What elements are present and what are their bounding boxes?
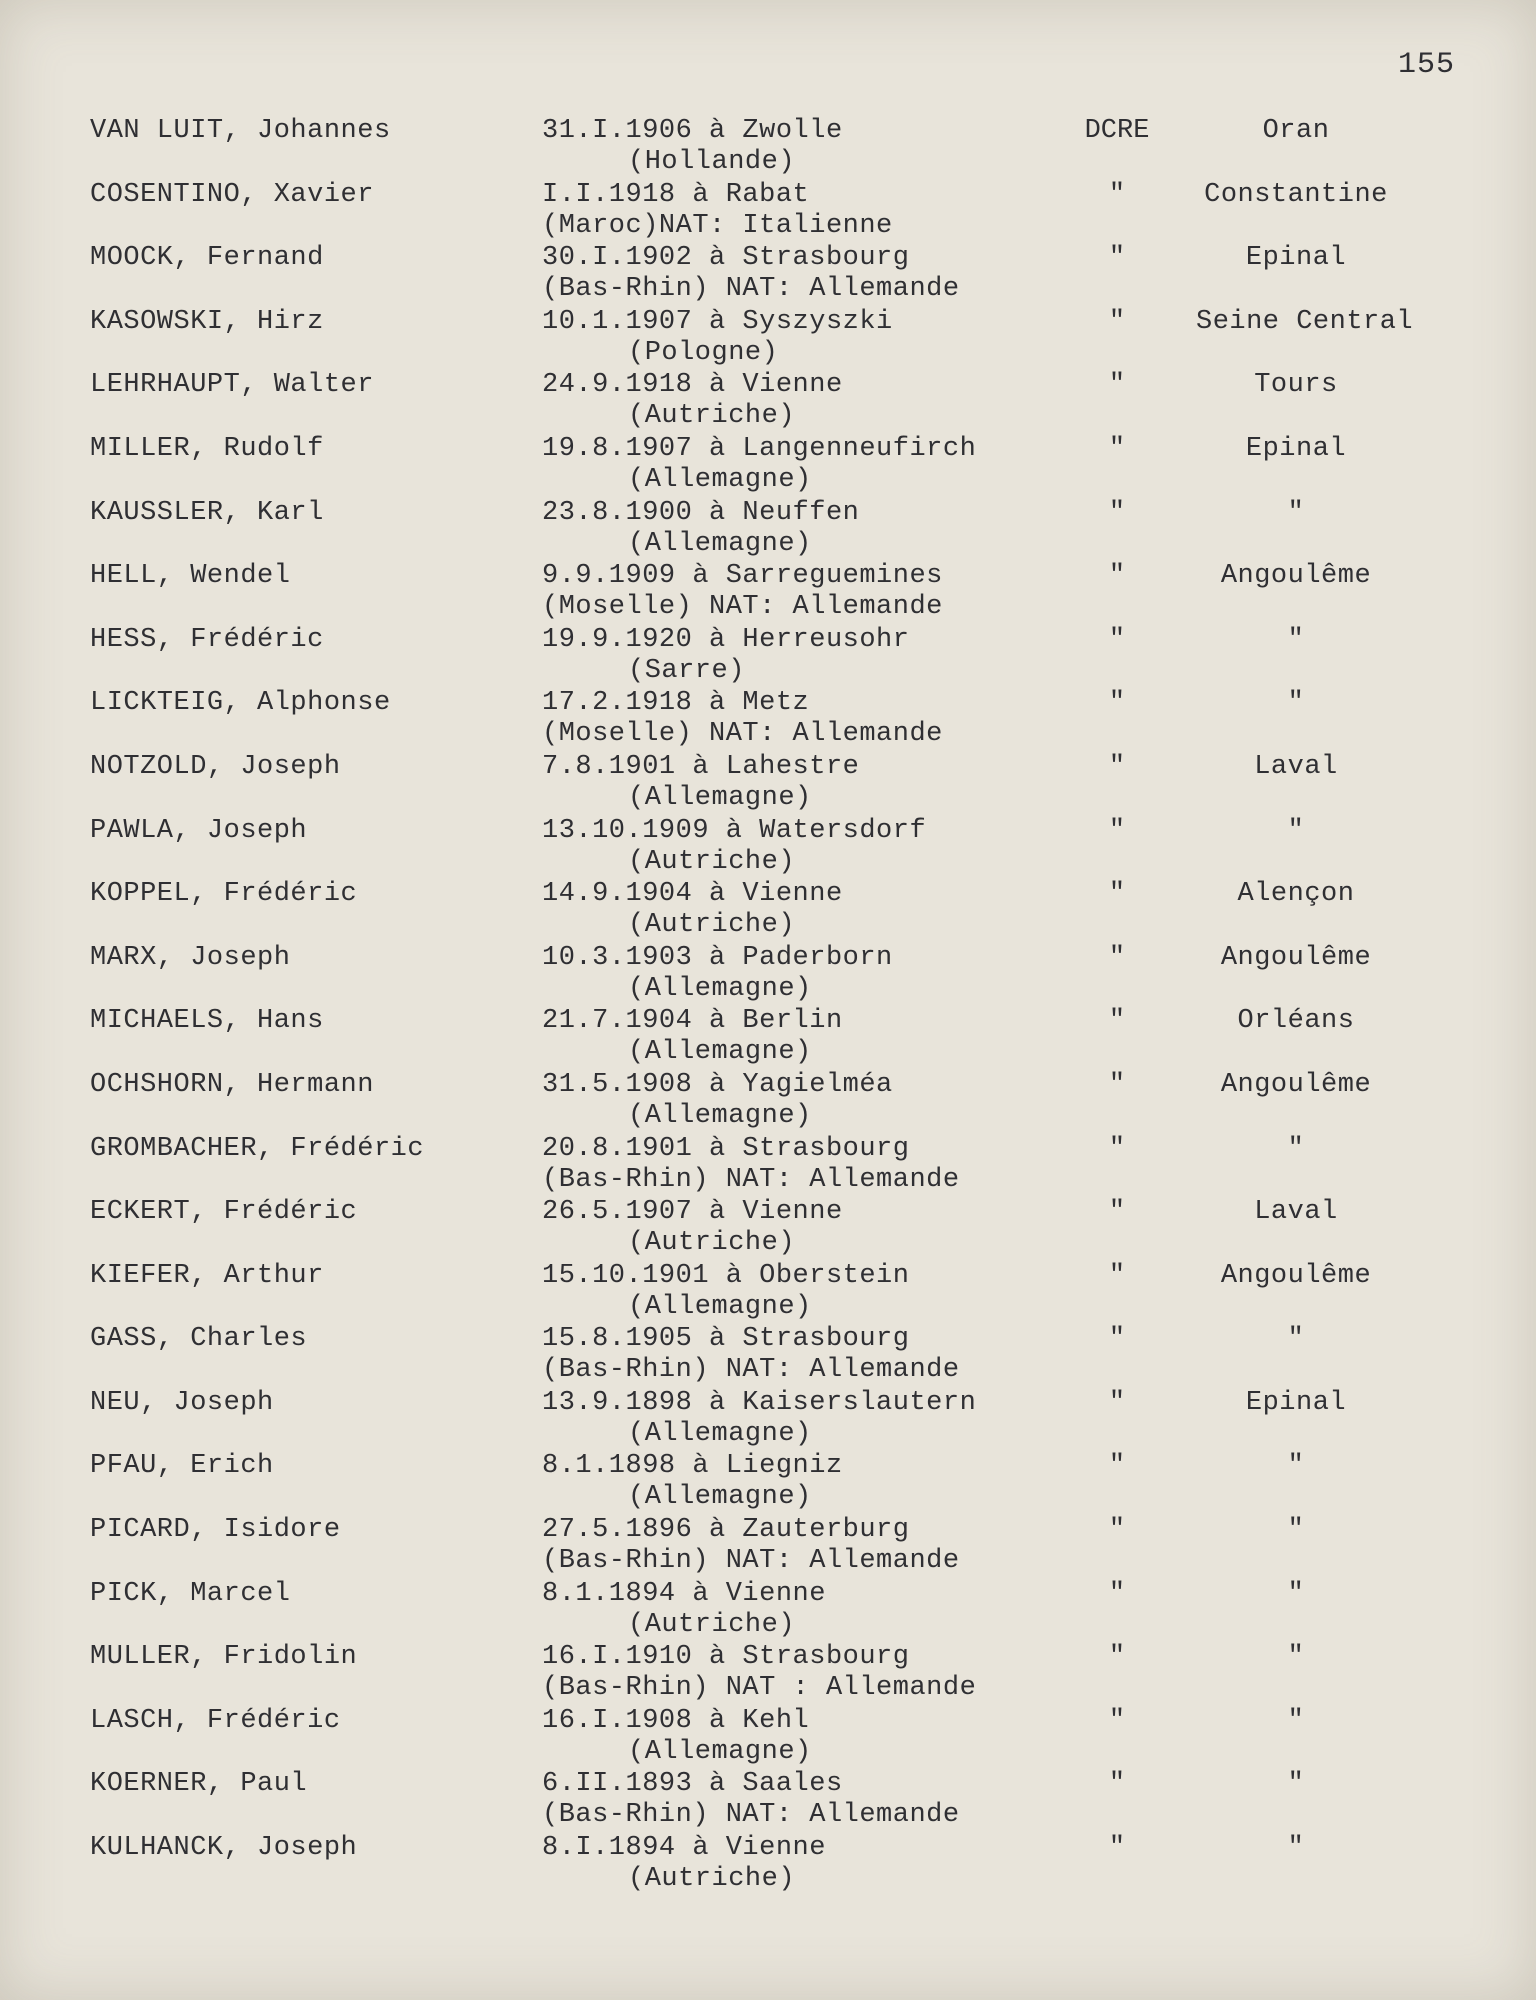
birth-date-place: 30.I.1902 à Strasbourg	[542, 243, 910, 274]
origin-nationality: (Allemagne)	[628, 464, 812, 495]
birth-date-place: 13.9.1898 à Kaiserslautern	[542, 1387, 977, 1418]
entry-row	[0, 434, 1536, 498]
entry-row	[0, 1515, 1536, 1579]
birth-date-place: 31.5.1908 à Yagielméa	[542, 1069, 893, 1100]
destination: Seine Central	[1196, 306, 1414, 337]
origin-nationality: (Allemagne)	[628, 1037, 812, 1068]
service-code: "	[1108, 815, 1126, 846]
entry-row	[0, 1642, 1536, 1706]
destination: Orléans	[1237, 1006, 1355, 1037]
destination: Angoulême	[1220, 561, 1372, 592]
destination: "	[1287, 1515, 1305, 1546]
service-code: "	[1108, 942, 1126, 973]
entry-row	[0, 625, 1536, 689]
birth-date-place: 8.1.1894 à Vienne	[542, 1578, 826, 1609]
service-code: "	[1108, 497, 1126, 528]
service-code: "	[1108, 1197, 1126, 1228]
origin-nationality: (Allemagne)	[628, 1736, 812, 1767]
origin-nationality: (Bas-Rhin) NAT: Allemande	[542, 1355, 960, 1386]
destination: Epinal	[1245, 243, 1347, 274]
person-name: KULHANCK, Joseph	[90, 1833, 358, 1864]
person-name: OCHSHORN, Hermann	[90, 1069, 374, 1100]
destination: Alençon	[1237, 879, 1355, 910]
service-code: "	[1108, 1260, 1126, 1291]
service-code: "	[1108, 1642, 1126, 1673]
entry-row	[0, 498, 1536, 562]
birth-date-place: 6.II.1893 à Saales	[542, 1769, 843, 1800]
entry-row	[0, 1388, 1536, 1452]
origin-nationality: (Allemagne)	[628, 1100, 812, 1131]
person-name: KOERNER, Paul	[90, 1769, 308, 1800]
destination: Angoulême	[1220, 1260, 1372, 1291]
person-name: PICK, Marcel	[90, 1578, 291, 1609]
destination: "	[1287, 1133, 1305, 1164]
entry-row	[0, 1769, 1536, 1833]
destination: Epinal	[1245, 433, 1347, 464]
person-name: NEU, Joseph	[90, 1387, 274, 1418]
birth-date-place: 8.I.1894 à Vienne	[542, 1833, 826, 1864]
origin-nationality: (Moselle) NAT: Allemande	[542, 719, 943, 750]
origin-nationality: (Moselle) NAT: Allemande	[542, 592, 943, 623]
person-name: LASCH, Frédéric	[90, 1705, 341, 1736]
origin-nationality: (Autriche)	[628, 1864, 796, 1895]
destination: Angoulême	[1220, 942, 1372, 973]
entry-row	[0, 688, 1536, 752]
origin-nationality: (Allemagne)	[628, 528, 812, 559]
destination: Constantine	[1204, 179, 1388, 210]
destination: "	[1287, 624, 1305, 655]
destination: "	[1287, 1769, 1305, 1800]
entry-row	[0, 1197, 1536, 1261]
person-name: MARX, Joseph	[90, 942, 291, 973]
person-name: GROMBACHER, Frédéric	[90, 1133, 425, 1164]
birth-date-place: 20.8.1901 à Strasbourg	[542, 1133, 910, 1164]
person-name: KAUSSLER, Karl	[90, 497, 324, 528]
service-code: "	[1108, 1515, 1126, 1546]
birth-date-place: 9.9.1909 à Sarreguemines	[542, 561, 943, 592]
service-code: "	[1108, 1833, 1126, 1864]
origin-nationality: (Bas-Rhin) NAT: Allemande	[542, 274, 960, 305]
origin-nationality: (Autriche)	[628, 401, 796, 432]
birth-date-place: 7.8.1901 à Lahestre	[542, 751, 860, 782]
entry-row	[0, 116, 1536, 180]
birth-date-place: 31.I.1906 à Zwolle	[542, 116, 843, 146]
person-name: MOOCK, Fernand	[90, 243, 324, 274]
service-code: "	[1108, 1133, 1126, 1164]
service-code: "	[1108, 561, 1126, 592]
destination: Oran	[1262, 116, 1330, 146]
destination: Epinal	[1245, 1387, 1347, 1418]
destination: "	[1287, 815, 1305, 846]
entry-row	[0, 1070, 1536, 1134]
page-number: 155	[1398, 48, 1456, 82]
birth-date-place: 8.1.1898 à Liegniz	[542, 1451, 843, 1482]
service-code: "	[1108, 624, 1126, 655]
person-name: MICHAELS, Hans	[90, 1006, 324, 1037]
origin-nationality: (Allemagne)	[628, 1482, 812, 1513]
birth-date-place: 14.9.1904 à Vienne	[542, 879, 843, 910]
entry-row	[0, 307, 1536, 371]
entry-row	[0, 370, 1536, 434]
person-name: GASS, Charles	[90, 1324, 308, 1355]
origin-nationality: (Bas-Rhin) NAT: Allemande	[542, 1800, 960, 1831]
entry-row	[0, 180, 1536, 244]
entry-row	[0, 1006, 1536, 1070]
entry-row	[0, 752, 1536, 816]
entry-row	[0, 561, 1536, 625]
birth-date-place: 10.3.1903 à Paderborn	[542, 942, 893, 973]
origin-nationality: (Allemagne)	[628, 782, 812, 813]
service-code: "	[1108, 1769, 1126, 1800]
service-code: DCRE	[1084, 116, 1150, 146]
destination: "	[1287, 688, 1305, 719]
origin-nationality: (Sarre)	[628, 655, 745, 686]
birth-date-place: 15.10.1901 à Oberstein	[542, 1260, 910, 1291]
destination: "	[1287, 1642, 1305, 1673]
service-code: "	[1108, 179, 1126, 210]
origin-nationality: (Autriche)	[628, 846, 796, 877]
person-name: HELL, Wendel	[90, 561, 291, 592]
origin-nationality: (Pologne)	[628, 337, 779, 368]
person-name: HESS, Frédéric	[90, 624, 324, 655]
person-name: PICARD, Isidore	[90, 1515, 341, 1546]
person-name: MILLER, Rudolf	[90, 433, 324, 464]
destination: "	[1287, 497, 1305, 528]
destination: Laval	[1254, 751, 1338, 782]
birth-date-place: 19.9.1920 à Herreusohr	[542, 624, 910, 655]
person-name: PAWLA, Joseph	[90, 815, 308, 846]
person-name: COSENTINO, Xavier	[90, 179, 374, 210]
birth-date-place: 24.9.1918 à Vienne	[542, 370, 843, 401]
service-code: "	[1108, 688, 1126, 719]
service-code: "	[1108, 1069, 1126, 1100]
service-code: "	[1108, 1006, 1126, 1037]
person-name: KASOWSKI, Hirz	[90, 306, 324, 337]
origin-nationality: (Bas-Rhin) NAT : Allemande	[542, 1673, 977, 1704]
person-name: VAN LUIT, Johannes	[90, 116, 391, 146]
birth-date-place: 26.5.1907 à Vienne	[542, 1197, 843, 1228]
birth-date-place: 21.7.1904 à Berlin	[542, 1006, 843, 1037]
service-code: "	[1108, 751, 1126, 782]
person-name: LEHRHAUPT, Walter	[90, 370, 374, 401]
birth-date-place: 17.2.1918 à Metz	[542, 688, 810, 719]
birth-date-place: 16.I.1908 à Kehl	[542, 1705, 810, 1736]
origin-nationality: (Bas-Rhin) NAT: Allemande	[542, 1164, 960, 1195]
destination: "	[1287, 1451, 1305, 1482]
birth-date-place: 27.5.1896 à Zauterburg	[542, 1515, 910, 1546]
entries-list	[0, 116, 1536, 1897]
destination: Tours	[1254, 370, 1338, 401]
service-code: "	[1108, 1387, 1126, 1418]
entry-row	[0, 879, 1536, 943]
service-code: "	[1108, 243, 1126, 274]
person-name: KIEFER, Arthur	[90, 1260, 324, 1291]
person-name: PFAU, Erich	[90, 1451, 274, 1482]
birth-date-place: 16.I.1910 à Strasbourg	[542, 1642, 910, 1673]
entry-row	[0, 1833, 1536, 1897]
person-name: MULLER, Fridolin	[90, 1642, 358, 1673]
destination: Angoulême	[1220, 1069, 1372, 1100]
origin-nationality: (Allemagne)	[628, 1291, 812, 1322]
entry-row	[0, 1134, 1536, 1198]
service-code: "	[1108, 370, 1126, 401]
birth-date-place: 23.8.1900 à Neuffen	[542, 497, 860, 528]
origin-nationality: (Allemagne)	[628, 973, 812, 1004]
service-code: "	[1108, 879, 1126, 910]
birth-date-place: 13.10.1909 à Watersdorf	[542, 815, 927, 846]
entry-row	[0, 943, 1536, 1007]
origin-nationality: (Hollande)	[628, 147, 796, 177]
origin-nationality: (Autriche)	[628, 1609, 796, 1640]
entry-row	[0, 243, 1536, 307]
birth-date-place: 19.8.1907 à Langenneufirch	[542, 433, 977, 464]
service-code: "	[1108, 306, 1126, 337]
origin-nationality: (Allemagne)	[628, 1418, 812, 1449]
entry-row	[0, 1451, 1536, 1515]
destination: "	[1287, 1578, 1305, 1609]
service-code: "	[1108, 1324, 1126, 1355]
person-name: KOPPEL, Frédéric	[90, 879, 358, 910]
entry-row	[0, 1579, 1536, 1643]
destination: Laval	[1254, 1197, 1338, 1228]
entry-row	[0, 1261, 1536, 1325]
origin-nationality: (Maroc)NAT: Italienne	[542, 210, 893, 241]
service-code: "	[1108, 1705, 1126, 1736]
service-code: "	[1108, 1578, 1126, 1609]
person-name: ECKERT, Frédéric	[90, 1197, 358, 1228]
entry-row	[0, 1324, 1536, 1388]
origin-nationality: (Autriche)	[628, 910, 796, 941]
service-code: "	[1108, 1451, 1126, 1482]
destination: "	[1287, 1324, 1305, 1355]
destination: "	[1287, 1705, 1305, 1736]
birth-date-place: 10.1.1907 à Syszyszki	[542, 306, 893, 337]
birth-date-place: 15.8.1905 à Strasbourg	[542, 1324, 910, 1355]
origin-nationality: (Bas-Rhin) NAT: Allemande	[542, 1546, 960, 1577]
destination: "	[1287, 1833, 1305, 1864]
birth-date-place: I.I.1918 à Rabat	[542, 179, 810, 210]
entry-row	[0, 1706, 1536, 1770]
entry-row	[0, 816, 1536, 880]
person-name: NOTZOLD, Joseph	[90, 751, 341, 782]
service-code: "	[1108, 433, 1126, 464]
person-name: LICKTEIG, Alphonse	[90, 688, 391, 719]
origin-nationality: (Autriche)	[628, 1228, 796, 1259]
